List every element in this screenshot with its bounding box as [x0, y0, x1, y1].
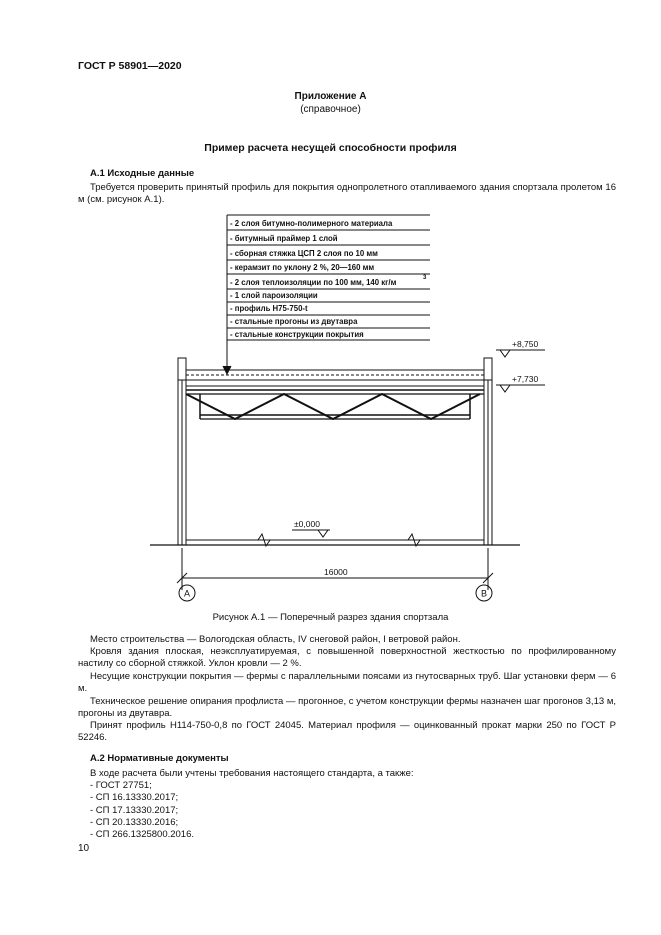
layer-label: - стальные конструкции покрытия [230, 330, 364, 339]
list-item: - СП 16.13330.2017; [90, 792, 179, 804]
elevation-mid: +7,730 [512, 374, 539, 384]
paragraph-trusses: Несущие конструкции покрытия — фермы с параллельными поясами из гнутосварных труб. Шаг установки ферм — 6 м. [78, 671, 616, 695]
section1-intro: Требуется проверить принятый профиль для покрытия однопролетного отапливаемого здания спортзала пролетом 16 м (см. рисунок А.1). [78, 182, 616, 206]
elevation-zero: ±0,000 [294, 519, 320, 529]
norms-list [90, 780, 194, 841]
layer-label: - керамзит по уклону 2 %, 20—160 мм [230, 263, 375, 272]
span-dimension: 16000 [324, 567, 348, 577]
layer-label: - 2 слоя битумно-полимерного материала [230, 219, 393, 228]
layer-label: - сборная стяжка ЦСП 2 слоя по 10 мм [230, 249, 378, 258]
layer-label: - битумный праймер 1 слой [230, 234, 338, 243]
layer-label: - профиль Н75-750-t [230, 304, 308, 313]
section1-title: А.1 Исходные данные [90, 168, 195, 179]
paragraph-purlins: Техническое решение опирания профлиста — прогонное, с учетом конструкции фермы назначен шаг прогонов 3,13 м, прогоны из двутавра. [78, 696, 616, 720]
paragraph-location: Место строительства — Вологодская область, IV снеговой район, I ветровой район. [90, 634, 461, 645]
section2-title: А.2 Нормативные документы [90, 753, 229, 764]
list-item: - СП 20.13330.2016; [90, 816, 179, 828]
paragraph-profile: Принят профиль Н114-750-0,8 по ГОСТ 24045. Материал профиля — оцинкованный прокат марки 250 по ГОСТ Р 52246. [78, 720, 616, 744]
axis-a-label: А [183, 588, 191, 599]
appendix-title: Приложение А [294, 91, 367, 102]
doc-header: ГОСТ Р 58901—2020 [78, 60, 182, 72]
section2-intro: В ходе расчета были учтены требования настоящего стандарта, а также: [90, 768, 414, 779]
paragraph-roof: Кровля здания плоская, неэксплуатируемая, с повышенной поверхностной жесткостью по профилированному настилу со сборной стяжкой. Уклон кровли — 2 %. [78, 646, 616, 670]
layer-label: - стальные прогоны из двутавра [230, 317, 358, 326]
list-item: - СП 17.13330.2017; [90, 804, 179, 816]
page-number: 10 [78, 843, 90, 854]
section-heading: Пример расчета несущей способности профиля [204, 142, 457, 154]
axis-b-label: В [480, 588, 488, 599]
appendix-note: (справочное) [300, 104, 361, 115]
elevation-top: +8,750 [512, 339, 539, 349]
list-item: - СП 266.1325800.2016. [90, 829, 195, 841]
list-item: - ГОСТ 27751; [90, 780, 152, 791]
layer-label: - 1 слой пароизоляции [230, 291, 318, 300]
layer-superscript: 3 [423, 275, 427, 281]
layer-label: - 2 слоя теплоизоляции по 100 мм, 140 кг/м [230, 278, 397, 287]
figure-caption: Рисунок А.1 — Поперечный разрез здания спортзала [212, 612, 449, 623]
